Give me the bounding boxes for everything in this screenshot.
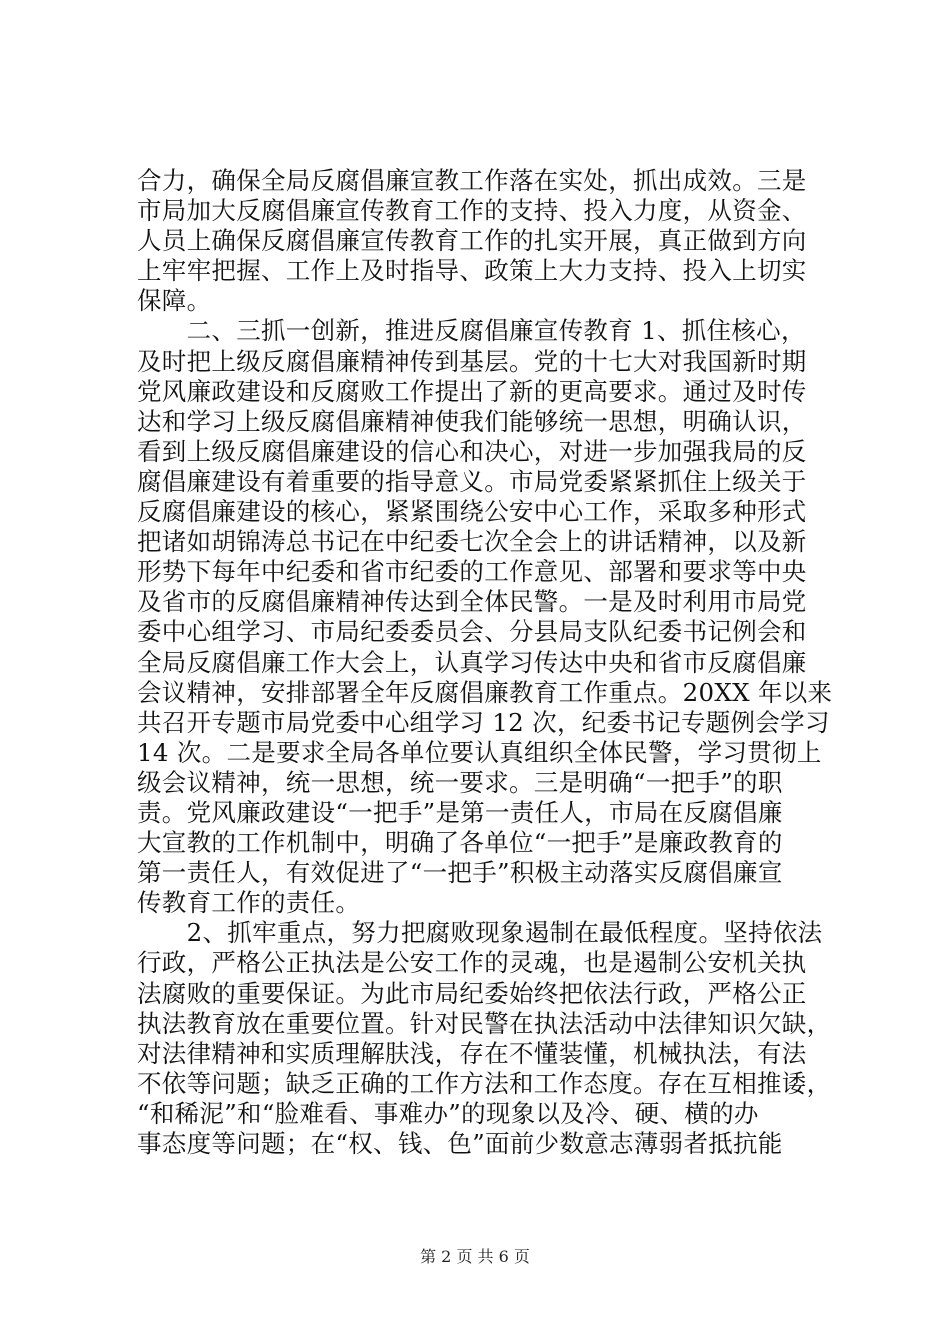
text-line: 全局反腐倡廉工作大会上，认真学习传达中央和省市反腐倡廉 [137, 647, 807, 677]
text-line: 人员上确保反腐倡廉宣传教育工作的扎实开展，真正做到方向 [137, 226, 807, 256]
document-body [137, 166, 833, 1159]
text-line: 党风廉政建设和反腐败工作提出了新的更高要求。通过及时传 [137, 376, 807, 406]
text-line: 责。党风廉政建设“一把手”是第一责任人，市局在反腐倡廉 [137, 797, 783, 827]
text-line: “和稀泥”和“脸难看、事难办”的现象以及冷、硬、横的办 [137, 1098, 759, 1128]
text-line: 形势下每年中纪委和省市纪委的工作意见、部署和要求等中央 [137, 557, 807, 587]
text-line: 及省市的反腐倡廉精神传达到全体民警。一是及时利用市局党 [137, 587, 807, 617]
text-line: 大宣教的工作机制中，明确了各单位“一把手”是廉政教育的 [137, 828, 783, 858]
text-line: 看到上级反腐倡廉建设的信心和决心，对进一步加强我局的反 [137, 436, 807, 466]
text-line: 腐倡廉建设有着重要的指导意义。市局党委紧紧抓住上级关于 [137, 466, 807, 496]
text-line: 市局加大反腐倡廉宣传教育工作的支持、投入力度，从资金、 [137, 196, 807, 226]
text-line: 事态度等问题；在“权、钱、色”面前少数意志薄弱者抵抗能 [137, 1129, 783, 1158]
text-line: 级会议精神，统一思想，统一要求。三是明确“一把手”的职 [137, 767, 783, 797]
text-line: 行政，严格公正执法是公安工作的灵魂，也是遏制公安机关执 [137, 948, 807, 978]
page-number-footer: 第 2 页 共 6 页 [420, 1247, 530, 1266]
text-line: 不依等问题；缺乏正确的工作方法和工作态度。存在互相推诿， [137, 1068, 832, 1098]
text-line: 二、三抓一创新，推进反腐倡廉宣传教育 1、抓住核心， [137, 316, 806, 346]
text-line: 把诸如胡锦涛总书记在中纪委七次全会上的讲话精神，以及新 [137, 527, 807, 557]
text-line: 及时把上级反腐倡廉精神传到基层。党的十七大对我国新时期 [137, 346, 807, 376]
text-line: 达和学习上级反腐倡廉精神使我们能够统一思想，明确认识， [137, 406, 807, 436]
text-line: 对法律精神和实质理解肤浅，存在不懂装懂，机械执法，有法 [137, 1038, 807, 1068]
text-line: 14 次。二是要求全局各单位要认真组织全体民警，学习贯彻上 [137, 737, 822, 767]
text-line: 法腐败的重要保证。为此市局纪委始终把依法行政，严格公正 [137, 978, 807, 1008]
text-line: 会议精神，安排部署全年反腐倡廉教育工作重点。20XX 年以来 [137, 677, 833, 707]
text-line: 反腐倡廉建设的核心，紧紧围绕公安中心工作，采取多种形式 [137, 497, 807, 527]
text-line: 合力，确保全局反腐倡廉宣教工作落在实处，抓出成效。三是 [137, 166, 807, 195]
text-line: 2、抓牢重点，努力把腐败现象遏制在最低程度。坚持依法 [137, 918, 823, 948]
text-line: 执法教育放在重要位置。针对民警在执法活动中法律知识欠缺， [137, 1008, 832, 1038]
text-line: 传教育工作的责任。 [137, 888, 361, 918]
text-line: 保障。 [137, 286, 212, 316]
text-line: 委中心组学习、市局纪委委员会、分县局支队纪委书记例会和 [137, 617, 807, 647]
text-line: 共召开专题市局党委中心组学习 12 次，纪委书记专题例会学习 [137, 707, 830, 737]
text-line: 第一责任人，有效促进了“一把手”积极主动落实反腐倡廉宣 [137, 858, 783, 888]
text-line: 上牢牢把握、工作上及时指导、政策上大力支持、投入上切实 [137, 256, 807, 286]
